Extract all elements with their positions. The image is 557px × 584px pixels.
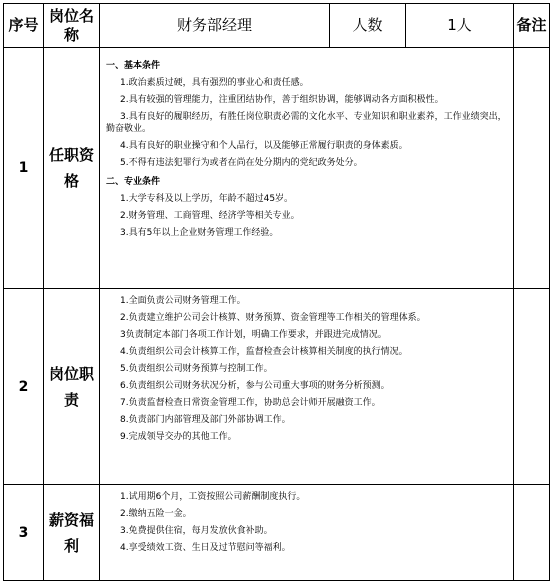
list-item: 8.负责部门内部管理及部门外部协调工作。 — [120, 415, 291, 425]
remark-cell — [514, 48, 550, 289]
row-index: 2 — [4, 289, 44, 485]
position-value: 财务部经理 — [100, 4, 330, 48]
list-item: 1.政治素质过硬，具有强烈的事业心和责任感。 — [120, 78, 309, 88]
list-item: 2.负责建立维护公司会计核算、财务预算、资金管理等工作相关的管理体系。 — [120, 313, 426, 323]
list-item: 4.负责组织公司会计核算工作，监督检查会计核算相关制度的执行情况。 — [120, 347, 408, 357]
header-position-name: 岗位名称 — [44, 4, 100, 48]
row-index: 3 — [4, 485, 44, 581]
list-item: 3.具有良好的履职经历，有胜任岗位职责必需的文化水平、专业知识和职业素养，工作业绩突出，勤奋敬业。 — [106, 112, 507, 134]
header-remark: 备注 — [514, 4, 550, 48]
remark-cell — [514, 485, 550, 581]
row-category: 薪资福利 — [44, 485, 100, 581]
list-item: 2.缴纳五险一金。 — [120, 509, 192, 519]
list-item: 4.具有良好的职业操守和个人品行，以及能够正常履行职责的身体素质。 — [120, 141, 408, 151]
job-description-table — [3, 3, 550, 581]
list-item: 6.负责组织公司财务状况分析，参与公司重大事项的财务分析预测。 — [120, 381, 390, 391]
list-item: 7.负责监督检查日常资金管理工作，协助总会计师开展融资工作。 — [120, 398, 381, 408]
list-item: 1.大学专科及以上学历，年龄不超过45岁。 — [120, 194, 294, 204]
header-row — [4, 4, 550, 48]
list-item: 2.具有较强的管理能力，注重团结协作，善于组织协调，能够调动各方面积极性。 — [120, 95, 444, 105]
list-item: 5.负责组织公司财务预算与控制工作。 — [120, 364, 273, 374]
qualification-content — [100, 48, 514, 289]
section-title: 一、基本条件 — [106, 61, 161, 71]
list-item: 1.试用期6个月，工资按照公司薪酬制度执行。 — [120, 492, 306, 502]
table-row — [4, 48, 550, 289]
list-item: 9.完成领导交办的其他工作。 — [120, 432, 237, 442]
list-item: 4.享受绩效工资、生日及过节慰问等福利。 — [120, 543, 291, 553]
duties-content — [100, 289, 514, 485]
list-item: 3负责制定本部门各项工作计划，明确工作要求，并跟进完成情况。 — [120, 330, 387, 340]
headcount-label: 人数 — [330, 4, 406, 48]
list-item: 2.财务管理、工商管理、经济学等相关专业。 — [120, 211, 300, 221]
section-title: 二、专业条件 — [106, 177, 161, 187]
row-category: 岗位职责 — [44, 289, 100, 485]
list-item: 5.不得有违法犯罪行为或者在尚在处分期内的党纪政务处分。 — [120, 158, 363, 168]
headcount-value: 1人 — [406, 4, 514, 48]
remark-cell — [514, 289, 550, 485]
row-index: 1 — [4, 48, 44, 289]
header-seq: 序号 — [4, 4, 44, 48]
row-category: 任职资格 — [44, 48, 100, 289]
table-row — [4, 485, 550, 581]
list-item: 3.免费提供住宿，每月发放伙食补助。 — [120, 526, 273, 536]
list-item: 1.全面负责公司财务管理工作。 — [120, 296, 246, 306]
table-row — [4, 289, 550, 485]
list-item: 3.具有5年以上企业财务管理工作经验。 — [120, 228, 279, 238]
benefits-content — [100, 485, 514, 581]
